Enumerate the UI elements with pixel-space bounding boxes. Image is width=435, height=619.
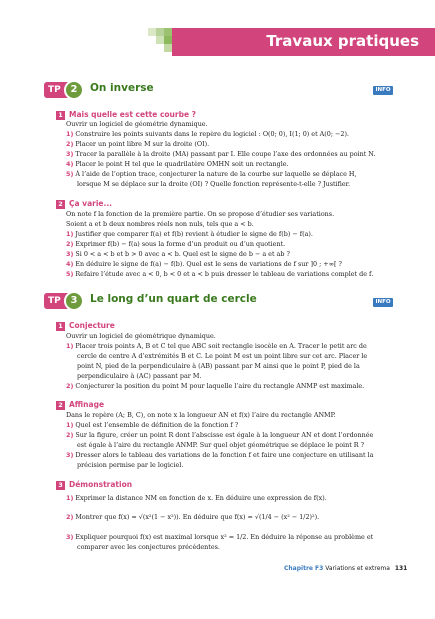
question-text: À l’aide de l’option trace, conjecturer la nature de la courbe sur laquelle se déplace H, xyxy=(75,170,357,178)
page-number: 131 xyxy=(394,565,408,572)
page-title: Travaux pratiques xyxy=(266,32,419,50)
question-number: 2) xyxy=(66,240,74,248)
question-text: Placer un point libre M sur la droite (OI). xyxy=(75,140,210,148)
section-title: Ça varie... xyxy=(69,199,113,208)
question-number: 1) xyxy=(66,421,74,429)
chapter-label: Chapitre F3 xyxy=(284,565,324,572)
text-line: Soient a et b deux nombres réels non nuls, tels que a < b. xyxy=(66,220,254,228)
question-text: Expliquer pourquoi f(x) est maximal lorsque x² = 1/2. En déduire la réponse au problème et xyxy=(75,533,374,541)
question-continuation: lorsque M se déplace sur la droite (OI) ? Quelle fonction représente-t-elle ? Justifier. xyxy=(77,180,351,188)
question-continuation: cercle de centre A d’extrémités B et C. Le point M est un point libre sur cet arc. Placer le xyxy=(77,352,368,360)
decor-square xyxy=(164,44,172,52)
question-text: En déduire le signe de f(a) − f(b). Quel est le sens de variations de f sur ]0 ; +∞[ ? xyxy=(75,260,342,268)
question-continuation: précision permise par le logiciel. xyxy=(77,461,184,469)
info-badge[interactable]: INFO xyxy=(373,86,393,95)
question-number: 1) xyxy=(66,230,74,238)
question-number: 1) xyxy=(66,342,74,350)
question-text: Montrer que f(x) = √(x²(1 − x²)). En déduire que f(x) = √(1/4 − (x² − 1/2)²). xyxy=(75,513,320,521)
page-banner xyxy=(0,20,435,64)
question-number: 4) xyxy=(66,160,74,168)
question-line xyxy=(66,130,349,138)
decor-square xyxy=(164,36,172,44)
info-badge[interactable]: INFO xyxy=(373,298,393,307)
section-title: Conjecture xyxy=(69,321,115,330)
section-number: 1 xyxy=(56,322,65,331)
text-line: Ouvrir un logiciel de géométrique dynamique. xyxy=(66,332,216,340)
question-line xyxy=(66,451,373,459)
section-heading xyxy=(56,110,196,120)
question-line xyxy=(66,513,319,521)
question-line xyxy=(66,160,289,168)
question-number: 5) xyxy=(66,270,74,278)
page-footer xyxy=(284,565,407,572)
question-line xyxy=(66,230,313,238)
question-number: 3) xyxy=(66,150,74,158)
question-line xyxy=(66,170,357,178)
question-continuation: comparer avec les conjectures précédentes. xyxy=(77,543,220,551)
question-continuation: perpendiculaire à (AC) passant par M. xyxy=(77,372,202,380)
section-number: 2 xyxy=(56,401,65,410)
decor-square xyxy=(164,28,172,36)
question-text: Dresser alors le tableau des variations de la fonction f et faire une conjecture en utilisant la xyxy=(75,451,374,459)
section-heading xyxy=(56,400,104,410)
question-line xyxy=(66,270,373,278)
tp2-heading xyxy=(44,80,424,100)
question-text: Conjecturer la position du point M pour laquelle l’aire du rectangle ANMP est maximale. xyxy=(75,382,365,390)
tp-label: TP xyxy=(44,82,72,98)
question-line xyxy=(66,342,367,350)
question-text: Refaire l’étude avec a < 0, b < 0 et a < b puis dresser le tableau de variations complet de f. xyxy=(75,270,374,278)
text-line: Ouvrir un logiciel de géométrie dynamique. xyxy=(66,120,208,128)
question-line xyxy=(66,431,373,439)
tp-number: 2 xyxy=(64,80,84,100)
tp-title: On inverse xyxy=(90,82,154,94)
decor-square xyxy=(148,28,156,36)
question-number: 3) xyxy=(66,451,74,459)
section-title: Affinage xyxy=(69,400,105,409)
question-text: Si 0 < a < b et b > 0 avec a < b. Quel est le signe de b − a et ab ? xyxy=(75,250,290,258)
chapter-subtitle: Variations et extrema xyxy=(325,565,390,572)
question-text: Justifier que comparer f(a) et f(b) revient à étudier le signe de f(b) − f(a). xyxy=(75,230,313,238)
question-number: 5) xyxy=(66,170,74,178)
section-heading xyxy=(56,199,112,209)
question-text: Construire les points suivants dans le repère du logiciel : O(0; 0), I(1; 0) et A(0; −2). xyxy=(75,130,349,138)
question-text: Exprimer la distance NM en fonction de x. En déduire une expression de f(x). xyxy=(75,494,327,502)
section-title: Mais quelle est cette courbe ? xyxy=(69,110,197,119)
section-number: 1 xyxy=(56,111,65,120)
question-text: Placer le point H tel que le quadrilatère OMHN soit un rectangle. xyxy=(75,160,289,168)
question-line xyxy=(66,240,285,248)
section-heading xyxy=(56,321,115,331)
question-number: 2) xyxy=(66,431,74,439)
tp-title: Le long d’un quart de cercle xyxy=(90,293,257,305)
text-line: Dans le repère (A; B, C), on note x la longueur AN et f(x) l’aire du rectangle ANMP. xyxy=(66,411,336,419)
question-line xyxy=(66,250,290,258)
tp3-heading xyxy=(44,291,424,311)
section-title: Démonstration xyxy=(69,480,133,489)
tp-number: 3 xyxy=(64,291,84,311)
question-number: 1) xyxy=(66,130,74,138)
question-line xyxy=(66,150,376,158)
question-text: Placer trois points A, B et C tel que ABC soit rectangle isocèle en A. Tracer le petit arc de xyxy=(75,342,367,350)
question-line xyxy=(66,494,327,502)
question-text: Exprimer f(b) − f(a) sous la forme d’un produit ou d’un quotient. xyxy=(75,240,286,248)
tp-label: TP xyxy=(44,293,72,309)
question-text: Sur la figure, créer un point R dont l’abscisse est égale à la longueur AN et dont l’ordonnée xyxy=(75,431,374,439)
question-continuation: point N, pied de la perpendiculaire à (AB) passant par M ainsi que le point P, pied de la xyxy=(77,362,360,370)
question-number: 4) xyxy=(66,260,74,268)
question-line xyxy=(66,421,238,429)
question-number: 2) xyxy=(66,140,74,148)
question-number: 3) xyxy=(66,250,74,258)
question-number: 2) xyxy=(66,513,74,521)
section-number: 3 xyxy=(56,481,65,490)
question-number: 2) xyxy=(66,382,74,390)
question-number: 3) xyxy=(66,533,74,541)
decor-square xyxy=(156,28,164,36)
question-number: 1) xyxy=(66,494,74,502)
question-text: Tracer la parallèle à la droite (MA) passant par I. Elle coupe l’axe des ordonnées au point N. xyxy=(75,150,376,158)
text-line: On note f la fonction de la première partie. On se propose d’étudier ses variations. xyxy=(66,210,335,218)
question-line xyxy=(66,533,373,541)
question-continuation: est égale à l’aire du rectangle ANMP. Sur quel objet géométrique se déplace le point R ? xyxy=(77,441,365,449)
decor-square xyxy=(156,36,164,44)
section-number: 2 xyxy=(56,200,65,209)
question-line xyxy=(66,382,364,390)
question-line xyxy=(66,140,209,148)
question-text: Quel est l’ensemble de définition de la fonction f ? xyxy=(75,421,239,429)
section-heading xyxy=(56,480,132,490)
question-line xyxy=(66,260,342,268)
